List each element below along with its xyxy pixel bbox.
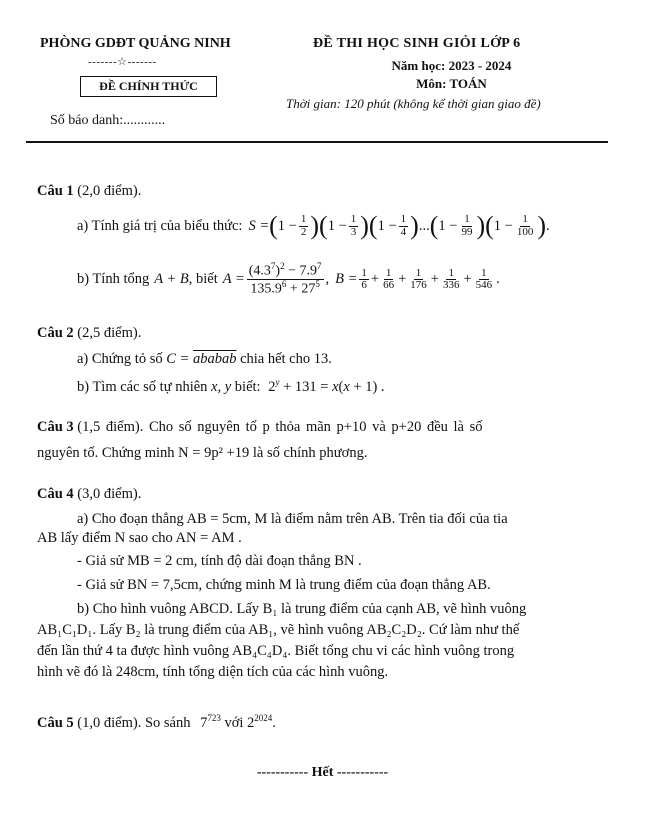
- question-1-points: (2,0 điểm).: [77, 183, 142, 199]
- paren-close: ): [537, 211, 547, 240]
- fraction-1-176: $\frac{1}{176}$: [410, 266, 427, 292]
- question-3-title: Câu 3: [37, 419, 74, 435]
- power-2-2024: $2^{2024}$.: [247, 713, 276, 731]
- paren-close: ): [476, 211, 486, 240]
- question-1b: [77, 262, 500, 298]
- variables-x-y: x, y: [211, 378, 232, 395]
- school-year: Năm học: 2023 - 2024: [391, 58, 512, 73]
- plus: +: [398, 271, 407, 288]
- official-exam-box: ĐỀ CHÍNH THỨC: [80, 76, 217, 97]
- comma: ,: [325, 271, 330, 288]
- period: .: [496, 271, 500, 288]
- paren-open: (: [368, 211, 378, 240]
- paren-open: (: [319, 211, 328, 240]
- question-4a-line-2: AB lấy điểm N sao cho AN = AM .: [37, 530, 242, 546]
- question-4a-case-2: - Giả sử BN = 7,5cm, chứng minh M là trung điểm của đoạn thẳng AB.: [77, 577, 491, 593]
- question-2a-tail: chia hết cho 13.: [240, 351, 332, 367]
- term: 1 −: [277, 217, 297, 234]
- paren-open: (: [485, 211, 494, 240]
- fraction-1-4: $\frac{1}{4}$: [400, 212, 407, 238]
- candidate-number-field: Số báo danh:............: [50, 113, 166, 128]
- question-2-points: (2,5 điểm).: [77, 325, 142, 341]
- paren-open: (: [269, 211, 278, 240]
- sum-a-b: A + B: [154, 271, 189, 288]
- term: 1 −: [493, 217, 513, 234]
- question-4b-line-4: hình vẽ đó là 248cm, tính tổng diện tích của các hình vuông.: [37, 664, 389, 680]
- question-1-title: Câu 1: [37, 183, 74, 199]
- subject: Môn: TOÁN: [416, 76, 487, 91]
- fraction-1-66: $\frac{1}{66}$: [383, 266, 395, 292]
- exam-title: ĐỀ THI HỌC SINH GIỎI LỚP 6: [313, 36, 521, 51]
- question-4a-case-1: - Giả sử MB = 2 cm, tính độ dài đoạn thẳng BN .: [77, 553, 362, 569]
- question-5-title: Câu 5: [37, 714, 74, 731]
- question-2-heading: [37, 325, 141, 342]
- expression-s: S =: [248, 217, 270, 234]
- paren-close: ): [410, 211, 419, 240]
- ellipsis: ...: [418, 217, 430, 234]
- fraction-1-336: $\frac{1}{336}$: [442, 266, 460, 292]
- question-2b-tail: biết:: [234, 378, 261, 395]
- period: .: [546, 217, 550, 234]
- plus: +: [463, 271, 472, 288]
- question-4b-line-3: đến lần thứ 4 ta được hình vuông AB₄C₄D₄. Biết tổng chu vi các hình vuông trong: [37, 643, 515, 659]
- star-divider: -------☆-------: [88, 56, 157, 68]
- question-3-text-1: (1,5 điểm). Cho số nguyên tố p thỏa mãn p+10 và p+20 đều là số: [77, 419, 483, 435]
- department-name: PHÒNG GDĐT QUẢNG NINH: [40, 36, 231, 51]
- term: 1 −: [327, 217, 347, 234]
- question-1b-given: , biết: [188, 271, 218, 288]
- number-c: C =: [166, 351, 193, 367]
- question-4-heading: [37, 486, 141, 503]
- fraction-1-99: $\frac{1}{99}$: [461, 212, 473, 238]
- header-divider: [26, 141, 608, 143]
- question-1a-text: a) Tính giá trị của biểu thức:: [77, 217, 243, 234]
- fraction-1-2: $\frac{1}{2}$: [300, 212, 307, 238]
- fraction-1-546: $\frac{1}{546}$: [475, 266, 493, 292]
- question-2b-text: b) Tìm các số tự nhiên: [77, 378, 208, 395]
- question-5-with: với: [224, 714, 244, 731]
- paren-close: ): [310, 211, 320, 240]
- fraction-a-denominator: $135.9^6 + 27^5$: [250, 279, 320, 297]
- question-5-text: (1,0 điểm). So sánh: [77, 714, 191, 731]
- equation: $2^y + 131 = x(x + 1)$ .: [268, 377, 385, 395]
- exam-duration: Thời gian: 120 phút (không kể thời gian giao đề): [286, 96, 541, 111]
- power-7-723: $7^{723}$: [200, 713, 221, 731]
- question-2-title: Câu 2: [37, 325, 74, 341]
- question-2a-text: a) Chứng tỏ số: [77, 351, 163, 367]
- question-2b: [77, 377, 385, 396]
- question-4b-line-2: AB₁C₁D₁. Lấy B₂ là trung điểm của AB₁, vẽ hình vuông AB₂C₂D₂. Cứ làm như thế: [37, 622, 520, 638]
- paren-open: (: [429, 211, 439, 240]
- expression-b: B =: [335, 271, 358, 288]
- question-2a: [77, 351, 332, 368]
- end-marker: ----------- Hết -----------: [256, 765, 389, 780]
- fraction-a: [247, 262, 324, 298]
- fraction-1-6: $\frac{1}{6}$: [361, 266, 367, 292]
- question-1b-text: b) Tính tổng: [77, 271, 150, 288]
- plus: +: [370, 271, 380, 288]
- question-4a-line-1: a) Cho đoạn thẳng AB = 5cm, M là điểm nằm trên AB. Trên tia đối của tia: [77, 511, 508, 527]
- question-5: [37, 713, 276, 732]
- question-1a: [77, 213, 550, 239]
- term: 1 −: [438, 217, 458, 234]
- question-4-points: (3,0 điểm).: [77, 486, 142, 502]
- paren-close: ): [360, 211, 369, 240]
- fraction-a-numerator: $(4.3^7)^2 - 7.9^7$: [248, 261, 322, 279]
- expression-a: A =: [222, 271, 245, 288]
- plus: +: [430, 271, 439, 288]
- question-1-heading: [37, 183, 141, 200]
- question-4-title: Câu 4: [37, 486, 74, 502]
- term: 1 −: [377, 217, 397, 234]
- fraction-1-3: $\frac{1}{3}$: [350, 212, 357, 238]
- fraction-1-100: $\frac{1}{100}$: [516, 212, 534, 238]
- question-3-text-2: nguyên tố. Chứng minh N = 9p² +19 là số chính phương.: [37, 445, 368, 461]
- overlined-number: ababab: [192, 351, 237, 367]
- question-4b-line-1: b) Cho hình vuông ABCD. Lấy B₁ là trung điểm của cạnh AB, vẽ hình vuông: [77, 601, 527, 617]
- question-3-line-1: [37, 419, 483, 436]
